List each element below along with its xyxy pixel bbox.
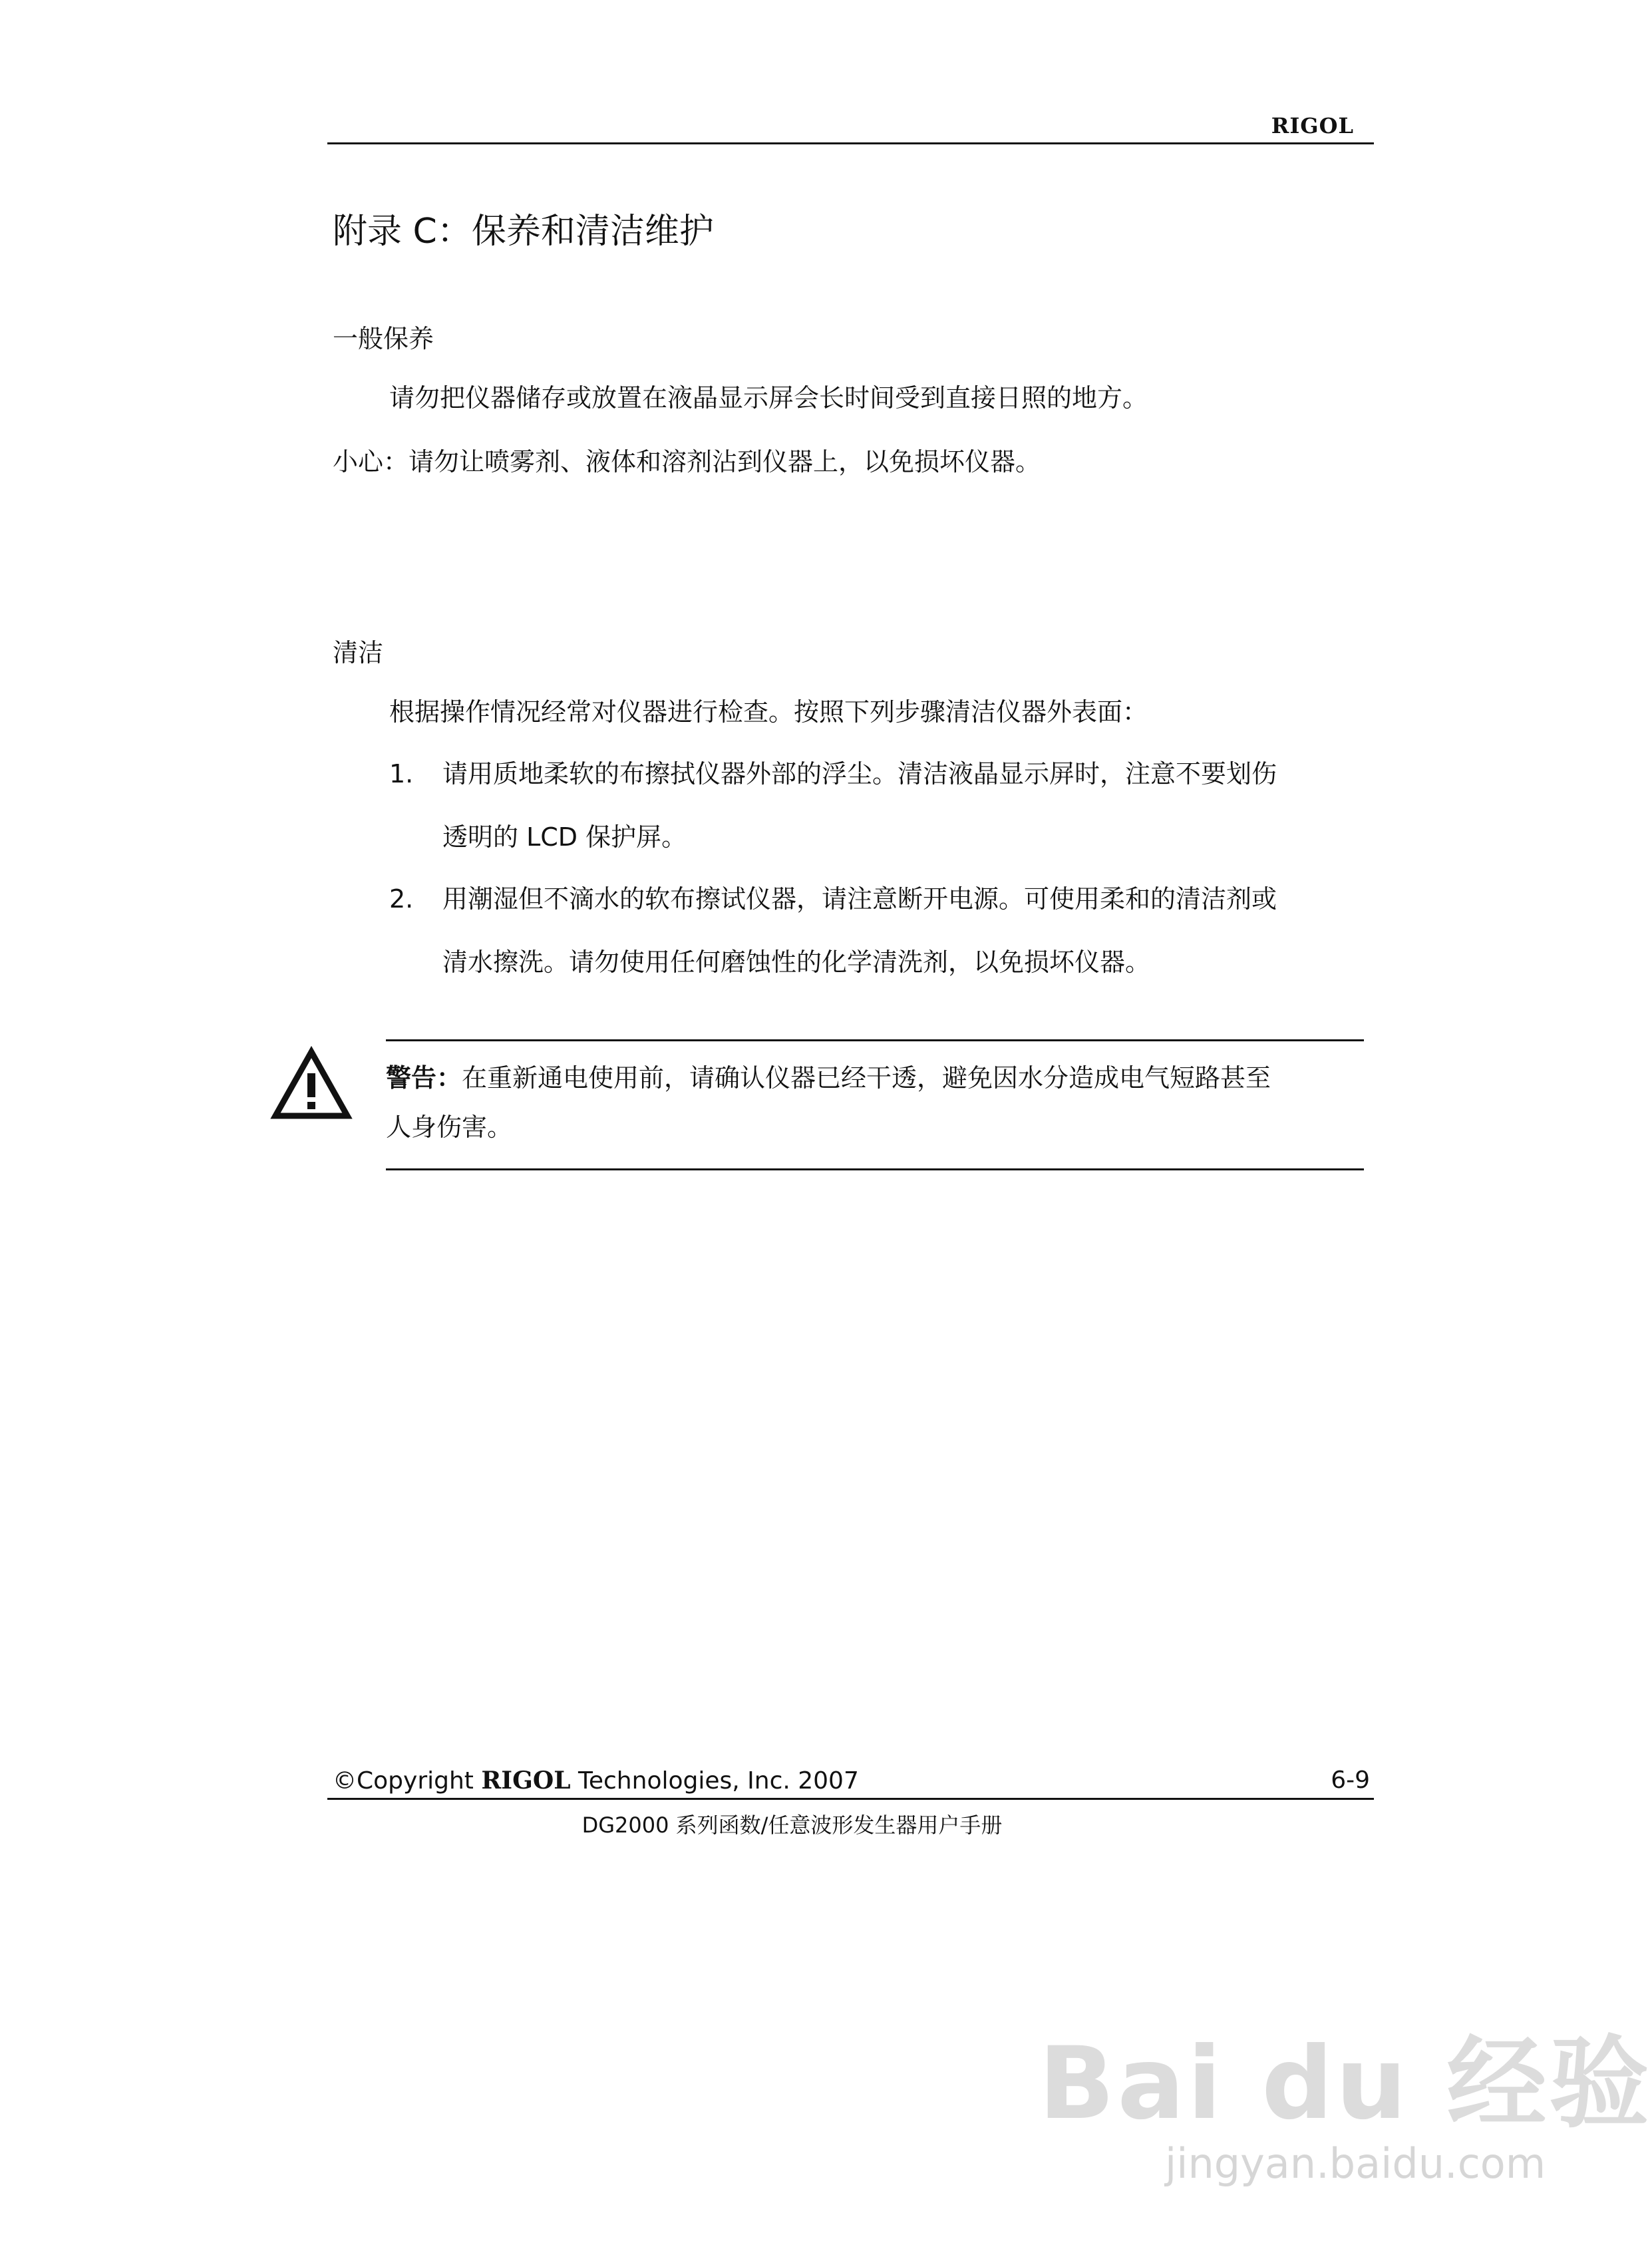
warning-bottom-rule	[386, 1168, 1364, 1170]
copyright-brand: RIGOL	[481, 1767, 571, 1795]
header-brand: RIGOL	[1271, 113, 1354, 138]
step-1-line-2: 透明的 LCD 保护屏。	[442, 822, 687, 852]
caution-line	[333, 444, 1041, 479]
copyright-prefix: ©Copyright	[333, 1767, 482, 1795]
watermark-logo-text: Bai du 经验	[1039, 2026, 1652, 2142]
warning-line-2: 人身伤害。	[386, 1113, 513, 1142]
warning-triangle-icon	[271, 1048, 351, 1120]
warning-text: 在重新通电使用前，请确认仪器已经干透，避免因水分造成电气短路甚至	[462, 1063, 1271, 1093]
footer-rule	[327, 1798, 1374, 1800]
caution-label: 小心：	[333, 447, 409, 476]
general-care-paragraph: 请勿把仪器储存或放置在液晶显示屏会长时间受到直接日照的地方。	[389, 383, 1148, 413]
manual-title: DG2000 系列函数/任意波形发生器用户手册	[581, 1812, 1003, 1838]
step-number: 2.	[389, 884, 414, 914]
caution-text: 请勿让喷雾剂、液体和溶剂沾到仪器上，以免损坏仪器。	[409, 447, 1041, 476]
warning-line-1	[386, 1061, 1271, 1095]
section-heading-general-care: 一般保养	[333, 324, 434, 353]
step-2-line-2: 清水擦洗。请勿使用任何磨蚀性的化学清洗剂，以免损坏仪器。	[442, 948, 1151, 977]
warning-label: 警告：	[386, 1063, 462, 1093]
step-number: 1.	[389, 759, 414, 788]
cleaning-intro: 根据操作情况经常对仪器进行检查。按照下列步骤清洁仪器外表面：	[389, 697, 1148, 727]
warning-top-rule	[386, 1039, 1364, 1041]
page-number: 6-9	[1331, 1767, 1370, 1794]
watermark-url: jingyan.baidu.com	[1165, 2139, 1546, 2188]
step-2-line-1: 用潮湿但不滴水的软布擦试仪器，请注意断开电源。可使用柔和的清洁剂或	[442, 884, 1277, 914]
page-title: 附录 C：保养和清洁维护	[333, 212, 714, 252]
copyright-suffix: Technologies, Inc. 2007	[570, 1767, 859, 1795]
step-1-line-1: 请用质地柔软的布擦拭仪器外部的浮尘。清洁液晶显示屏时，注意不要划伤	[442, 759, 1277, 788]
section-heading-cleaning: 清洁	[333, 638, 384, 667]
footer-copyright	[333, 1767, 859, 1795]
baidu-watermark	[1012, 1996, 1652, 2209]
header-rule	[327, 142, 1374, 144]
